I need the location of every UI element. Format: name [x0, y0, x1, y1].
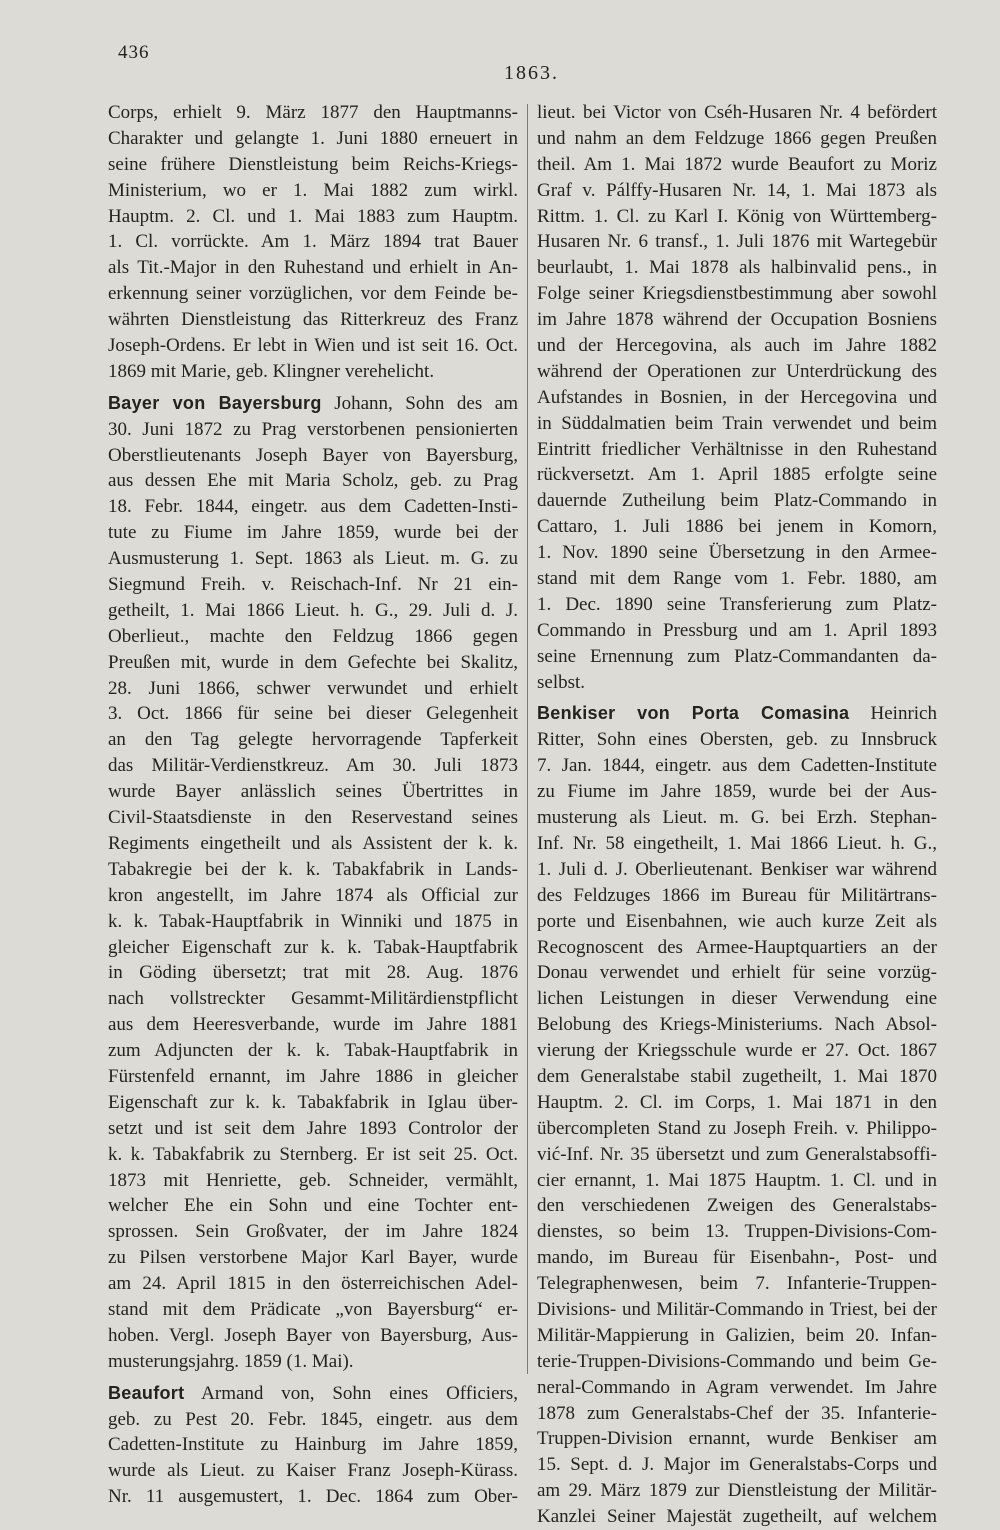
text-line: zum Adjuncten der k. k. Tabak-Hauptfabrik in	[108, 1040, 518, 1062]
text-line: porte und Eisenbahnen, wie auch kurze Zeit als	[537, 910, 937, 932]
text-line: 1873 mit Henriette, geb. Schneider, vermählt,	[108, 1169, 518, 1191]
text-line: stand mit dem Prädicate „von Bayersburg“ er-	[108, 1298, 518, 1320]
text-line: in Göding übersetzt; trat mit 28. Aug. 1876	[108, 962, 518, 984]
text-line: nach vollstreckter Gesammt-Militärdienstpflicht	[108, 988, 518, 1010]
text-line: das Militär-Verdienstkreuz. Am 30. Juli 1873	[108, 755, 518, 777]
text-line: Ritter, Sohn eines Obersten, geb. zu Innsbruck	[537, 729, 937, 751]
text-line: lichen Leistungen in dieser Verwendung eine	[537, 988, 937, 1010]
text-line: kron angestellt, im Jahre 1874 als Official zur	[108, 884, 518, 906]
text-line: Tabakregie bei der k. k. Tabakfabrik in Lands-	[108, 858, 518, 880]
text-line: Regiments eingetheilt und als Assistent der k. k.	[108, 832, 518, 854]
text-line: und der Hercegovina, als auch im Jahre 1882	[537, 335, 937, 357]
text-line: gleicher Eigenschaft zur k. k. Tabak-Hauptfabrik	[108, 936, 518, 958]
text-line: Oberstlieutenants Joseph Bayer von Bayersburg,	[108, 444, 518, 466]
text-line: vierung der Kriegsschule wurde er 27. Oct. 1867	[537, 1040, 937, 1062]
text-line: Cattaro, 1. Juli 1886 bei jenem in Komorn,	[537, 516, 937, 538]
text-line: Oberlieut., machte den Feldzug 1866 gegen	[108, 625, 518, 647]
text-line: seine Ernennung zum Platz-Commandanten da-	[537, 645, 937, 667]
text-line: 18. Febr. 1844, eingetr. aus dem Cadetten-Insti-	[108, 496, 518, 518]
text-line: dauernde Zutheilung beim Platz-Commando in	[537, 490, 937, 512]
text-line: während der Operationen zur Unterdrückung des	[537, 360, 937, 382]
text-line: Graf v. Pálffy-Husaren Nr. 14, 1. Mai 1873 als	[537, 179, 937, 201]
text-line: Corps, erhielt 9. März 1877 den Hauptmanns-	[108, 102, 518, 123]
text-line: hoben. Vergl. Joseph Bayer von Bayersburg, Aus-	[108, 1324, 518, 1346]
entry-body	[537, 727, 937, 1530]
text-line: 1. Nov. 1890 seine Übersetzung in den Armee-	[537, 542, 937, 564]
text-line: neral-Commando in Agram verwendet. Im Jahre	[537, 1376, 937, 1398]
text-line: Commando in Pressburg und am 1. April 1893	[537, 619, 937, 641]
text-line: zu Fiume im Jahre 1859, wurde bei der Aus-	[537, 781, 937, 803]
text-line: 1. Dec. 1890 seine Transferierung zum Platz-	[537, 593, 937, 615]
text-line: musterungsjahrg. 1859 (1. Mai).	[108, 1350, 354, 1372]
text-line: Nr. 11 ausgemustert, 1. Dec. 1864 zum Ober-	[108, 1486, 518, 1508]
text-line: Husaren Nr. 6 transf., 1. Juli 1876 mit Wartegebür	[537, 231, 937, 253]
text-line: 30. Juni 1872 zu Prag verstorbenen pensionierten	[108, 418, 518, 440]
entry-body	[108, 417, 518, 1375]
text-line: Militär-Mappierung in Galizien, beim 20. Infan-	[537, 1324, 937, 1346]
text-line: dem Generalstabe stabil zugetheilt, 1. Mai 1870	[537, 1065, 937, 1087]
text-line: 15. Sept. d. J. Major im Generalstabs-Corps und	[537, 1454, 937, 1476]
text-line: Rittm. 1. Cl. zu Karl I. König von Württemberg-	[537, 205, 937, 227]
text-line: als Tit.-Major in den Ruhestand und erhielt in An-	[108, 257, 518, 279]
text-line: Folge seiner Kriegsdienstbestimmung aber sowohl	[537, 283, 937, 305]
text-line: vić-Inf. Nr. 35 übersetzt und zum Generalstabsoffi-	[537, 1143, 937, 1165]
text-line: rückversetzt. Am 1. April 1885 erfolgte seine	[537, 464, 937, 486]
text-line: Telegraphenwesen, beim 7. Infanterie-Truppen-	[537, 1273, 937, 1295]
text-line: Ministerium, wo er 1. Mai 1882 zum wirkl.	[108, 179, 518, 201]
text-line: terie-Truppen-Divisions-Commando und beim Ge-	[537, 1350, 937, 1372]
text-line: 1. Cl. vorrückte. Am 1. März 1894 trat Bauer	[108, 231, 518, 253]
paragraph-beaufort-continued	[537, 100, 937, 695]
text-line: setzt und ist seit dem Jahre 1893 Controlor der	[108, 1117, 518, 1139]
text-line: wurde Bayer anlässlich seines Übertrittes in	[108, 781, 518, 803]
entry-first-line-text: Armand von, Sohn eines Officiers,	[184, 1382, 518, 1404]
text-line: theil. Am 1. Mai 1872 wurde Beaufort zu Moriz	[537, 153, 937, 175]
text-line: des Feldzuges 1866 im Bureau für Militärtrans-	[537, 884, 937, 906]
text-line: musterung als Lieut. m. G. bei Erzh. Stephan-	[537, 807, 937, 829]
text-line: Charakter und gelangte 1. Juni 1880 erneuert in	[108, 127, 518, 149]
entry-first-line-text: Heinrich	[849, 703, 937, 725]
text-line: im Jahre 1878 während der Occupation Bosniens	[537, 309, 937, 331]
text-line: Siegmund Freih. v. Reischach-Inf. Nr 21 ein-	[108, 574, 518, 596]
text-line: zu Pilsen verstorbene Major Karl Bayer, wurde	[108, 1247, 518, 1269]
text-line: den verschiedenen Zweigen des Generalstabs-	[537, 1195, 937, 1217]
running-header-year: 1863.	[504, 62, 559, 84]
text-line: Donau verwendet und erhielt für seine vorzüg-	[537, 962, 937, 984]
text-line: Kanzlei Seiner Majestät zugetheilt, auf welchem	[537, 1506, 937, 1528]
text-line: tute zu Fiume im Jahre 1859, wurde bei der	[108, 522, 518, 544]
page-number: 436	[118, 42, 150, 63]
text-line: sprossen. Sein Großvater, der im Jahre 1824	[108, 1221, 518, 1243]
entry-benkiser-von-porta-comasina	[537, 701, 937, 1530]
paragraph-bauer-continued	[108, 100, 518, 385]
entry-name-bayer: Bayer von Bayersburg	[108, 392, 322, 413]
text-line: Truppen-Division ernannt, wurde Benkiser am	[537, 1428, 937, 1450]
text-line: und nahm an dem Feldzuge 1866 gegen Preußen	[537, 127, 937, 149]
text-line: Inf. Nr. 58 eingetheilt, 1. Mai 1866 Lieut. h. G.,	[537, 832, 937, 854]
text-line: welcher Ehe ein Sohn und eine Tochter ent-	[108, 1195, 518, 1217]
text-line: Civil-Staatsdienste in den Reservestand seines	[108, 807, 518, 829]
text-line: seine frühere Dienstleistung beim Reichs-Kriegs-	[108, 153, 518, 175]
text-line: erkennung seiner vorzüglichen, vor dem Feinde be-	[108, 283, 518, 305]
entry-first-line-text: Johann, Sohn des am	[321, 392, 518, 414]
text-line: 1. Juli d. J. Oberlieutenant. Benkiser war während	[537, 858, 937, 880]
text-line: k. k. Tabak-Hauptfabrik in Winniki und 1875 in	[108, 910, 518, 932]
entry-first-line	[537, 701, 937, 727]
text-line: in Süddalmatien beim Train verwendet und beim	[537, 412, 937, 434]
text-line: an den Tag gelegte hervorragende Tapferkeit	[108, 729, 518, 751]
text-line: übercompleten Stand zu Joseph Freih. v. Philippo-	[537, 1117, 937, 1139]
text-line: Aufstandes in Bosnien, in der Hercegovina und	[537, 386, 937, 408]
text-line: 3. Oct. 1866 für seine bei dieser Gelegenheit	[108, 703, 518, 725]
text-line: geb. zu Pest 20. Febr. 1845, eingetr. aus dem	[108, 1408, 518, 1430]
text-line: Cadetten-Institute zu Hainburg im Jahre 1859,	[108, 1434, 518, 1456]
text-line: selbst.	[537, 671, 586, 693]
entry-name-beaufort: Beaufort	[108, 1382, 185, 1403]
text-line: Ausmusterung 1. Sept. 1863 als Lieut. m. G. zu	[108, 548, 518, 570]
text-line: stand mit dem Range vom 1. Febr. 1880, am	[537, 568, 937, 590]
text-line: wurde als Lieut. zu Kaiser Franz Joseph-Kürass.	[108, 1460, 518, 1482]
entry-first-line	[108, 391, 518, 417]
text-line: Recognoscent des Armee-Hauptquartiers an der	[537, 936, 937, 958]
text-line: beurlaubt, 1. Mai 1878 als halbinvalid pens., in	[537, 257, 937, 279]
entry-first-line	[108, 1381, 518, 1407]
entry-bayer-von-bayersburg	[108, 391, 518, 1375]
text-line: k. k. Tabakfabrik zu Sternberg. Er ist seit 25. Oct.	[108, 1143, 518, 1165]
text-line: getheilt, 1. Mai 1866 Lieut. h. G., 29. Juli d. J.	[108, 599, 518, 621]
text-line: Eigenschaft zur k. k. Tabakfabrik in Iglau über-	[108, 1091, 518, 1113]
text-line: aus dessen Ehe mit Maria Scholz, geb. zu Prag	[108, 470, 518, 492]
text-line: 1869 mit Marie, geb. Klingner verehelicht.	[108, 360, 435, 382]
text-line: 1878 zum Generalstabs-Chef der 35. Infanterie-	[537, 1402, 937, 1424]
entry-name-benkiser: Benkiser von Porta Comasina	[537, 703, 850, 724]
text-line: Belobung des Kriegs-Ministeriums. Nach Absol-	[537, 1014, 937, 1036]
right-column	[537, 100, 937, 1530]
text-line: Hauptm. 2. Cl. im Corps, 1. Mai 1871 in den	[537, 1091, 937, 1113]
text-line: mando, im Bureau für Eisenbahn-, Post- und	[537, 1247, 937, 1269]
text-line: Fürstenfeld ernannt, im Jahre 1886 in gleicher	[108, 1065, 518, 1087]
text-line: Eintritt friedlicher Verhältnisse in den Ruhestand	[537, 438, 937, 460]
text-line: aus dem Heeresverbande, wurde im Jahre 1881	[108, 1014, 518, 1036]
text-line: cier ernannt, 1. Mai 1875 Hauptm. 1. Cl. und in	[537, 1169, 937, 1191]
text-line: Hauptm. 2. Cl. und 1. Mai 1883 zum Hauptm.	[108, 205, 518, 227]
text-line: Divisions- und Militär-Commando in Triest, bei der	[537, 1298, 937, 1320]
text-line: Joseph-Ordens. Er lebt in Wien und ist seit 16. Oct.	[108, 335, 518, 357]
entry-body	[108, 1407, 518, 1511]
left-column	[108, 100, 518, 1510]
text-line: währten Dienstleistung das Ritterkreuz des Franz	[108, 309, 518, 331]
text-line: am 24. April 1815 in den österreichischen Adel-	[108, 1273, 518, 1295]
text-line: am 29. März 1879 zur Dienstleistung der Militär-	[537, 1480, 937, 1502]
text-line: Preußen mit, wurde in dem Gefechte bei Skalitz,	[108, 651, 518, 673]
column-divider	[527, 104, 528, 1374]
entry-beaufort	[108, 1381, 518, 1510]
text-line: lieut. bei Victor von Cséh-Husaren Nr. 4 befördert	[537, 102, 937, 123]
text-line: 28. Juni 1866, schwer verwundet und erhielt	[108, 677, 518, 699]
text-line: dienstes, so beim 13. Truppen-Divisions-Com-	[537, 1221, 937, 1243]
text-line: 7. Jan. 1844, eingetr. aus dem Cadetten-Institute	[537, 755, 937, 777]
